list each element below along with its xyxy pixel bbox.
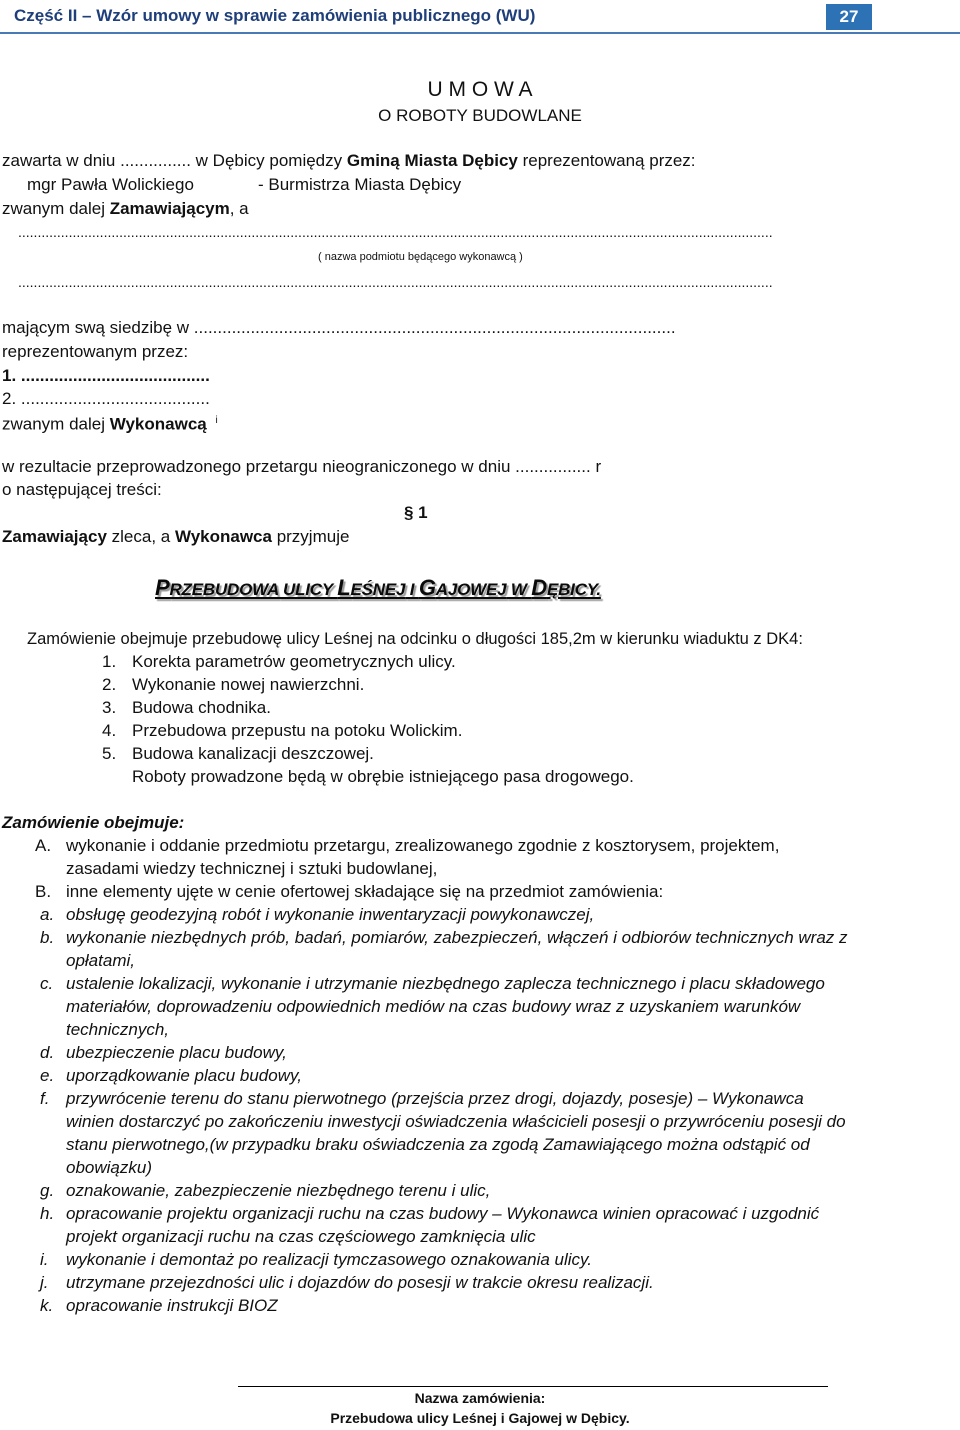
order-item-letter: e. (40, 1066, 55, 1085)
order-item-text: uporządkowanie placu budowy, (66, 1066, 302, 1085)
header-title: Część II – Wzór umowy w sprawie zamówienia publicznego (WU) (14, 6, 536, 25)
project-title-part: AJOWEJ (435, 580, 507, 599)
order-item-text: oznakowanie, zabezpieczenie niezbędnego terenu i ulic, (66, 1181, 491, 1200)
contractor-term: Wykonawcą (109, 414, 207, 434)
project-title (155, 575, 601, 601)
represented-by-line: reprezentowanym przez: (2, 342, 189, 361)
order-item-text: opracowanie projektu organizacji ruchu na czas budowy – Wykonawca winien opracować i uzgodnić (66, 1204, 820, 1223)
intro-text: zawarta w dniu ............... w Dębicy pomiędzy (2, 151, 347, 170)
contractor-line (2, 411, 218, 435)
order-letter: B. (35, 882, 52, 901)
order-item-text: materiałów, doprowadzeniu odpowiednich mediów na czas budowy wraz z uzyskaniem warunków (66, 997, 801, 1016)
order-item-text: wykonanie i demontaż po realizacji tymczasowego oznakowania ulicy. (66, 1250, 593, 1269)
order-a-line-2: zasadami wiedzy technicznej i sztuki budowlanej, (66, 859, 438, 878)
contractor-name-blank-2: .................................................................................................................................................................................................. (18, 274, 773, 290)
order-item-text: wykonanie niezbędnych prób, badań, pomiarów, zabezpieczeń, włączeń i odbiorów technicznych wraz z (66, 928, 848, 947)
project-title-part: I (405, 580, 419, 599)
scope-item-text: Wykonanie nowej nawierzchni. (132, 675, 365, 694)
representative-1-blank: 1. ........................................ (2, 366, 210, 385)
order-item-text: opracowanie instrukcji BIOZ (66, 1296, 278, 1315)
tender-line-2: o następującej treści: (2, 480, 162, 499)
order-heading: Zamówienie obejmuje: (2, 813, 185, 832)
order-item-text: stanu pierwotnego,(w przypadku braku oświadczenia za zgodą Zamawiającego można odstąpić od (66, 1135, 810, 1154)
intro-line-1 (2, 151, 696, 171)
municipality-name: Gminą Miasta Dębicy (346, 151, 518, 170)
order-item-letter: j. (40, 1273, 49, 1292)
intro-text: zwanym dalej (2, 199, 110, 218)
order-item-text: obsługę geodezyjną robót i wykonanie inwentaryzacji powykonawczej, (66, 905, 595, 924)
document-title: U M O W A (427, 78, 533, 101)
scope-item-num: 5. (102, 744, 117, 763)
project-title-part: ĘBICY. (546, 580, 601, 599)
project-title-part: G (418, 575, 436, 600)
project-title-part: L (337, 575, 351, 600)
scope-item-text: Przebudowa przepustu na potoku Wolickim. (132, 721, 463, 740)
intro-line-3 (2, 199, 249, 219)
order-item-text: obowiązku) (66, 1158, 152, 1177)
order-item-letter: b. (40, 928, 55, 947)
order-b-line: inne elementy ujęte w cenie ofertowej składające się na przedmiot zamówienia: (66, 882, 664, 901)
scope-item-text: Budowa kanalizacji deszczowej. (132, 744, 374, 763)
scope-item-num: 2. (102, 675, 117, 694)
scope-item-num: 3. (102, 698, 117, 717)
project-title-part: EŚNEJ (350, 580, 406, 599)
scope-item-num: 1. (102, 652, 117, 671)
ordering-party-term: Zamawiający (2, 527, 107, 546)
clause-text: zleca, a (106, 527, 175, 546)
scope-item-text: Budowa chodnika. (132, 698, 271, 717)
order-item-text: ustalenie lokalizacji, wykonanie i utrzymanie niezbędnego zaplecza technicznego i placu składowego (66, 974, 825, 993)
order-item-text: utrzymane przejezdności ulic i dojazdów do posesji w trakcie okresu realizacji. (66, 1273, 654, 1292)
ordering-party-term: Zamawiającym (109, 199, 230, 218)
endnote-marker: i (215, 415, 218, 426)
project-title-part: D (531, 575, 547, 600)
page-header (0, 0, 960, 34)
tender-line-1: w rezultacie przeprowadzonego przetargu nieograniczonego w dniu ................ r (2, 457, 602, 476)
clause-line (2, 527, 349, 547)
order-item-text: technicznych, (66, 1020, 169, 1039)
order-item-text: winien dostarczyć po zakończeniu inwestycji oświadczenia właścicieli posesji o przywróceniu posesji do (66, 1112, 846, 1131)
order-item-text: przywrócenie terenu do stanu pierwotnego (przejścia przez drogi, dojazdy, posesje) – Wykonawca (66, 1089, 804, 1108)
header-rule (0, 32, 960, 34)
order-item-letter: k. (40, 1296, 54, 1315)
intro-text: reprezentowaną przez: (517, 151, 696, 170)
order-item-text: ubezpieczenie placu budowy, (66, 1043, 287, 1062)
contractor-name-blank: .................................................................................................................................................................................................. (18, 224, 773, 240)
representative-name: mgr Pawła Wolickiego (27, 175, 194, 194)
order-item-letter: a. (40, 905, 55, 924)
intro-text: , a (229, 199, 249, 218)
order-item-letter: d. (40, 1043, 55, 1062)
order-item-text: opłatami, (66, 951, 135, 970)
project-title-part: W (506, 580, 532, 599)
footer-label: Nazwa zamówienia: (414, 1390, 546, 1406)
scope-item-num: 4. (102, 721, 117, 740)
scope-item-text: Korekta parametrów geometrycznych ulicy. (132, 652, 456, 671)
section-1-heading: § 1 (404, 503, 428, 522)
footer-rule (238, 1386, 828, 1387)
clause-text: przyjmuje (271, 527, 350, 546)
order-item-letter: h. (40, 1204, 55, 1223)
project-title-part: ULICY (278, 580, 338, 599)
representative-2-blank: 2. ........................................ (2, 389, 210, 408)
document-subtitle: O ROBOTY BUDOWLANE (378, 106, 582, 125)
intro-text: zwanym dalej (2, 414, 110, 434)
project-title-part: P (155, 575, 170, 600)
order-item-text: projekt organizacji ruchu na czas częściowego zamknięcia ulic (66, 1227, 536, 1246)
project-title-part: RZEBUDOWA (169, 580, 279, 599)
seat-line: mającym swą siedzibę w ...................................................................................................... (2, 318, 676, 337)
order-item-letter: i. (40, 1250, 49, 1269)
order-item-letter: c. (40, 974, 54, 993)
order-a-line-1: wykonanie i oddanie przedmiotu przetargu, zrealizowanego zgodnie z kosztorysem, projektem, (66, 836, 780, 855)
scope-intro: Zamówienie obejmuje przebudowę ulicy Leśnej na odcinku o długości 185,2m w kierunku wiaduktu z DK4: (27, 630, 803, 648)
contractor-term: Wykonawca (174, 527, 272, 546)
contractor-name-note: ( nazwa podmiotu będącego wykonawcą ) (318, 251, 523, 263)
order-item-letter: f. (40, 1089, 50, 1108)
representative-role: - Burmistrza Miasta Dębicy (258, 175, 462, 194)
order-letter: A. (35, 836, 52, 855)
scope-note: Roboty prowadzone będą w obrębie istniejącego pasa drogowego. (132, 767, 634, 786)
order-item-letter: g. (40, 1181, 55, 1200)
page-number-badge: 27 (826, 4, 872, 30)
footer-value: Przebudowa ulicy Leśnej i Gajowej w Dębicy. (330, 1410, 630, 1426)
